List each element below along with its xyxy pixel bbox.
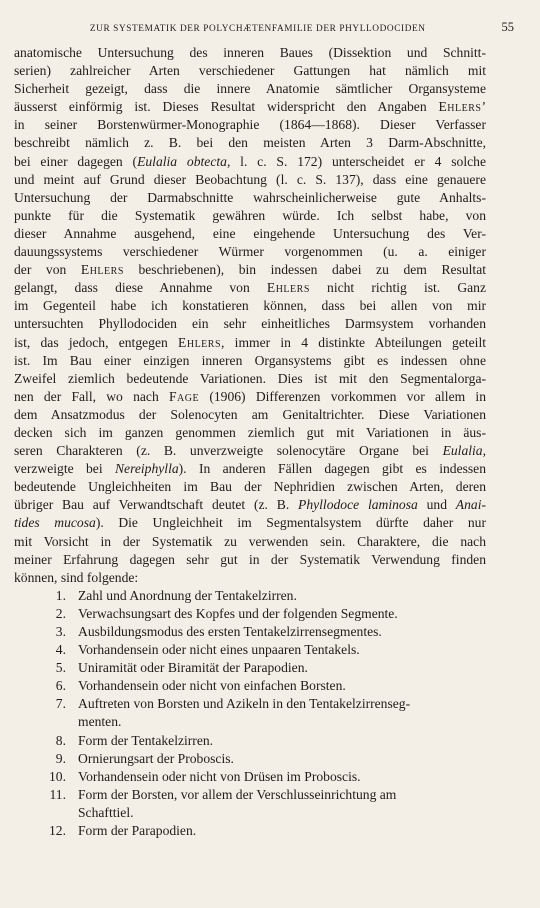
text-segment: beschreibt nämlich z. B. bei den meisten Arten 3 Darm-Abschnitte, (14, 135, 486, 151)
list-item-text: Schafttiel. (78, 804, 134, 820)
text-line (14, 406, 486, 424)
text-segment: dauungssystems verschiedener Würmer vorgenommen (u. a. einiger (14, 244, 486, 260)
text-segment: ist. Im Bau einer einzigen inneren Organsystems gibt es indessen ohne (14, 352, 486, 368)
text-line (14, 62, 486, 80)
text-segment: serien) zahlreicher Arten verschiedener Gattungen hat nämlich mit (14, 63, 486, 79)
text-segment: untersuchten Phyllodociden ein sehr einheitliches Darmsystem vorhanden (14, 316, 486, 332)
text-line (14, 334, 486, 352)
text-line (14, 388, 486, 406)
list-item-text: Auftreten von Borsten und Azikeln in den Tentakelzirrenseg- (78, 696, 411, 712)
list-item-text: Verwachsungsart des Kopfes und der folgenden Segmente. (78, 605, 398, 621)
text-segment: gelangt, dass diese Annahme von (14, 280, 267, 296)
text-segment: , immer in 4 distinkte Abteilungen geteilt (221, 334, 486, 350)
list-item (14, 732, 486, 750)
list-item-text: Form der Borsten, vor allem der Verschlusseinrichtung am (78, 786, 397, 802)
list-item (14, 768, 486, 786)
text-line (14, 370, 486, 388)
page-number: 55 (501, 20, 514, 34)
text-segment: Untersuchung der Darmabschnitte wahrscheinlicherweise gute Anhalts- (14, 189, 486, 205)
list-item-number: 3. (55, 624, 66, 639)
text-segment: meiner Erfahrung dagegen sehr gut in der Systematik Verwendung finden (14, 551, 486, 567)
text-segment: punkte für die Systematik gewähren würde. Ich selbst habe, von (14, 207, 486, 223)
text-line (14, 153, 486, 171)
author-name: Fage (168, 388, 200, 404)
list-item (14, 623, 486, 641)
text-segment: (1906) Differenzen vorkommen vor allem in (199, 388, 486, 404)
list-item (14, 605, 486, 623)
text-line (14, 496, 486, 514)
text-segment: nen der Fall, wo nach (14, 388, 169, 404)
text-segment: äusserst einförmig ist. Dieses Resultat widerspricht den Angaben (14, 99, 439, 115)
text-line (14, 315, 486, 333)
text-segment: anatomische Untersuchung des inneren Baues (Dissektion und Schnitt- (14, 45, 486, 60)
list-item (14, 786, 486, 804)
taxon-name: Anai- (455, 497, 486, 513)
text-line (14, 207, 486, 225)
list-item-continuation (14, 804, 486, 822)
taxon-name: Eulalia obtecta, (137, 153, 231, 169)
list-item-number: 9. (55, 750, 66, 766)
running-title: ZUR SYSTEMATIK DER POLYCHÆTENFAMILIE DER PHYLLODOCIDEN (89, 24, 426, 34)
author-name: Ehlers (80, 262, 124, 278)
list-item-continuation (14, 713, 486, 731)
list-item-number: 10. (49, 768, 66, 784)
list-item-text: Ausbildungsmodus des ersten Tentakelzirrensegmentes. (78, 624, 382, 639)
list-item (14, 641, 486, 659)
text-segment: bedeutende Ungleichheiten im Bau der Nephridien zwischen Arten, deren (14, 479, 486, 495)
text-segment: übriger Bau auf Verwandtschaft deutet (z. B. (14, 497, 299, 513)
taxon-name: Eulalia, (442, 443, 486, 459)
text-segment: ist, das jedoch, entgegen (14, 334, 179, 350)
list-item-number: 11. (49, 786, 66, 802)
text-line (14, 98, 486, 116)
text-segment: ). Die Ungleichheit im Segmentalsystem dürfte daher nur (95, 515, 486, 531)
list-item-number: 6. (55, 678, 66, 694)
list-item-number: 7. (55, 696, 66, 712)
author-name: Ehlers (438, 99, 482, 115)
list-item (14, 822, 486, 840)
text-segment: nicht richtig ist. Ganz (309, 280, 487, 296)
text-segment: können, sind folgende: (14, 569, 139, 585)
text-line (14, 116, 486, 134)
list-item-text: Vorhandensein oder nicht eines unpaaren Tentakels. (78, 642, 360, 658)
list-item-number: 12. (49, 823, 66, 839)
text-line (14, 551, 486, 569)
text-line (14, 44, 486, 62)
list-item-text: Zahl und Anordnung der Tentakelzirren. (78, 587, 297, 603)
text-line (14, 478, 486, 496)
text-segment: dieser Annahme ausgehend, eine eingehende Untersuchung des Ver- (14, 225, 486, 241)
list-item-text: Form der Parapodien. (78, 823, 197, 839)
list-item-text: Vorhandensein oder nicht von einfachen Borsten. (78, 678, 346, 694)
list-item-text: Ornierungsart der Proboscis. (78, 750, 234, 766)
text-line (14, 514, 486, 532)
list-item-text: Vorhandensein oder nicht von Drüsen im Proboscis. (78, 768, 361, 784)
text-line (14, 243, 486, 261)
list-item-number: 2. (55, 605, 66, 621)
characters-list (14, 587, 486, 840)
text-segment: mit Vorsicht in der Systematik zu verwenden sein. Charaktere, die nach (14, 533, 486, 549)
body-text (14, 44, 486, 840)
text-line (14, 297, 486, 315)
list-item-text: Form der Tentakelzirren. (78, 732, 214, 748)
text-segment: ’ (481, 99, 486, 115)
text-line (14, 424, 486, 442)
author-name: Ehlers (266, 280, 310, 296)
taxon-name: Phyllodoce laminosa (298, 497, 418, 513)
text-line (14, 352, 486, 370)
text-segment: l. c. S. 172) unterscheidet er 4 solche (230, 153, 486, 169)
list-item (14, 659, 486, 677)
list-item-text: Uniramität oder Biramität der Parapodien. (78, 660, 308, 676)
text-segment: in seiner Borstenwürmer-Monographie (1864—1868). Dieser Verfasser (14, 117, 486, 133)
text-line (14, 442, 486, 460)
list-item-number: 1. (55, 587, 66, 603)
text-segment: der von (14, 262, 81, 278)
list-item (14, 750, 486, 768)
text-segment: im Gegenteil habe ich konstatieren können, dass bei allen von mir (14, 298, 486, 314)
list-item (14, 695, 486, 713)
text-line (14, 261, 486, 279)
text-segment: verzweigte bei (14, 461, 115, 477)
taxon-name: tides mucosa (14, 515, 96, 531)
text-segment: decken sich im ganzen genommen ziemlich gut mit Variationen in äus- (14, 424, 486, 440)
text-segment: dem Ansatzmodus der Solenocyten am Genitaltrichter. Diese Variationen (14, 406, 486, 422)
text-segment: Zweifel ziemlich bedeutende Variationen. Dies ist mit den Segmentalorga- (14, 370, 486, 386)
page-header (14, 20, 514, 35)
author-name: Ehlers (178, 334, 222, 350)
text-segment: bei einer dagegen ( (14, 153, 138, 169)
text-line (14, 189, 486, 207)
text-line (14, 460, 486, 478)
list-item-text: menten. (78, 714, 122, 730)
text-segment: seren Charakteren (z. B. unverzweigte solenocytäre Organe bei (14, 443, 443, 459)
text-segment: ). In anderen Fällen dagegen gibt es indessen (178, 461, 487, 477)
text-segment: und (417, 497, 456, 513)
list-item (14, 677, 486, 695)
list-item-number: 5. (55, 660, 66, 676)
text-line (14, 171, 486, 189)
text-line (14, 134, 486, 152)
text-segment: und meint auf Grund dieser Beobachtung (l. c. S. 137), dass eine genauere (14, 171, 486, 187)
text-segment: beschriebenen), bin indessen dabei zu dem Resultat (123, 262, 486, 278)
text-line (14, 279, 486, 297)
text-line (14, 225, 486, 243)
list-item-number: 4. (55, 642, 66, 658)
main-paragraph (14, 44, 486, 587)
text-line (14, 569, 486, 587)
text-line (14, 533, 486, 551)
text-segment: Sicherheit gezeigt, dass die innere Anatomie sämtlicher Organsysteme (14, 81, 486, 97)
text-line (14, 80, 486, 98)
list-item (14, 587, 486, 605)
list-item-number: 8. (55, 732, 66, 748)
taxon-name: Nereiphylla (114, 461, 179, 477)
